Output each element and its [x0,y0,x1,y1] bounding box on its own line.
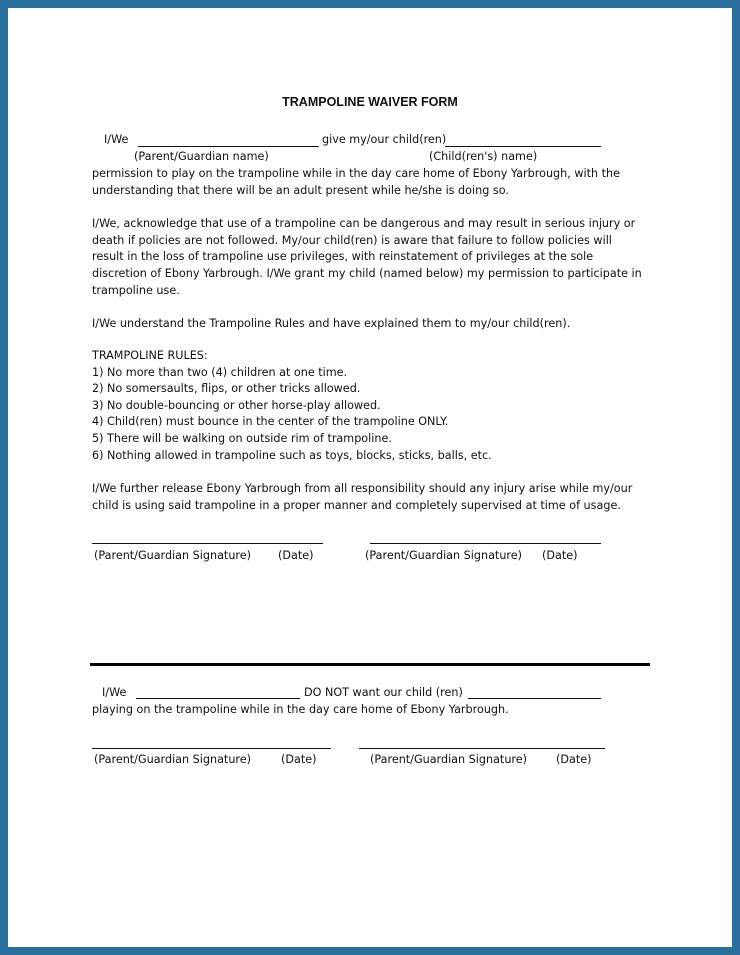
parent-name-line[interactable] [138,146,319,147]
understand-statement: I/We understand the Trampoline Rules and have explained them to my/our child(ren). [92,317,571,330]
refusal-line-2: playing on the trampoline while in the day care home of Ebony Yarbrough. [92,703,509,716]
signature-caption: (Parent/Guardian Signature) [94,549,252,562]
rules-heading: TRAMPOLINE RULES: [92,349,208,362]
date-caption: (Date) [278,549,314,562]
acknowledge-line-2: death if policies are not followed. My/our child(ren) is aware that failure to follow policies will [92,234,612,247]
form-title: TRAMPOLINE WAIVER FORM [282,95,458,109]
do-not-want-text: DO NOT want our child (ren) [304,686,463,699]
rule-item: 2) No somersaults, flips, or other tricks allowed. [92,382,361,395]
release-line-1: I/We further release Ebony Yarbrough from all responsibility should any injury arise while my/our [92,482,633,495]
parent-name-caption: (Parent/Guardian name) [134,150,269,163]
iwe-label: I/We [104,133,129,146]
signature-caption: (Parent/Guardian Signature) [94,753,252,766]
child-name-line[interactable] [445,146,601,147]
refusal-child-name-line[interactable] [468,698,601,699]
acknowledge-line-4: discretion of Ebony Yarbrough. I/We grant my child (named below) my permission to participate in [92,267,642,280]
section-divider [90,663,650,666]
child-name-caption: (Child(ren's) name) [429,150,538,163]
acknowledge-line-5: trampoline use. [92,284,180,297]
refusal-iwe-label: I/We [102,686,127,699]
signature-line[interactable] [359,748,605,749]
rule-item: 5) There will be walking on outside rim of trampoline. [92,432,392,445]
rule-item: 3) No double-bouncing or other horse-play allowed. [92,399,381,412]
document-page [8,8,732,947]
acknowledge-line-3: result in the loss of trampoline use privileges, with reinstatement of privileges at the sole [92,250,594,263]
acknowledge-line-1: I/We, acknowledge that use of a trampoline can be dangerous and may result in serious injury or [92,217,636,230]
rule-item: 1) No more than two (4) children at one time. [92,366,348,379]
date-caption: (Date) [556,753,592,766]
rule-item: 4) Child(ren) must bounce in the center of the trampoline ONLY. [92,415,449,428]
give-child-text: give my/our child(ren) [322,133,447,146]
signature-line[interactable] [92,543,323,544]
release-line-2: child is using said trampoline in a proper manner and completely supervised at time of usage. [92,499,621,512]
waiver-form [8,8,732,947]
date-caption: (Date) [542,549,578,562]
signature-line[interactable] [370,543,601,544]
date-caption: (Date) [281,753,317,766]
signature-line[interactable] [92,748,331,749]
rule-item: 6) Nothing allowed in trampoline such as toys, blocks, sticks, balls, etc. [92,449,492,462]
signature-caption: (Parent/Guardian Signature) [365,549,523,562]
intro-line-2: understanding that there will be an adult present while he/she is doing so. [92,184,509,197]
intro-line-1: permission to play on the trampoline while in the day care home of Ebony Yarbrough, with the [92,167,621,180]
refusal-parent-name-line[interactable] [136,698,300,699]
signature-caption: (Parent/Guardian Signature) [370,753,528,766]
